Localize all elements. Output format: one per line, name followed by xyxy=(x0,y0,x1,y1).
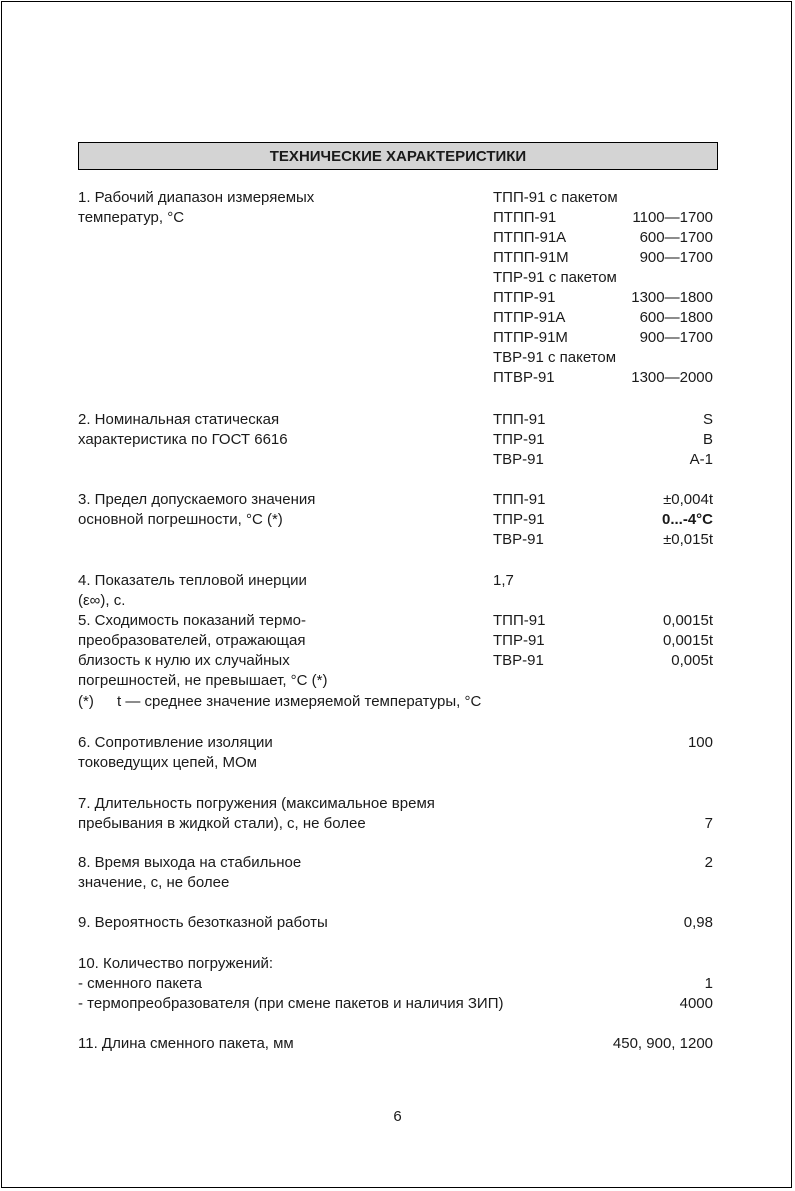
item2-row-name: ТПП-91 xyxy=(493,411,546,428)
item1-row-value: 1300—1800 xyxy=(631,289,713,306)
item6-value: 100 xyxy=(687,734,713,751)
item9-label: 9. Вероятность безотказной работы xyxy=(78,914,328,931)
item5-row-value: 0,0015t xyxy=(662,612,713,629)
item2-row-name: ТПР-91 xyxy=(493,431,545,448)
item2-row-name: ТВР-91 xyxy=(493,451,544,468)
item5-row-name: ТПП-91 xyxy=(493,612,546,629)
item10-value-sensor: 4000 xyxy=(679,995,713,1012)
item5-row-name: ТВР-91 xyxy=(493,652,544,669)
item3-row-name: ТПР-91 xyxy=(493,511,545,528)
item1-row-name: ТПП-91 с пакетом xyxy=(493,189,618,206)
item4-value: 1,7 xyxy=(493,572,514,589)
item4-label-line1: 4. Показатель тепловой инерции xyxy=(78,572,307,589)
item3-row-value: ±0,015t xyxy=(663,531,713,548)
item2-row-value: S xyxy=(702,411,713,428)
item5-label-line3: близость к нулю их случайных xyxy=(78,652,290,669)
item1-row-name: ПТПП-91М xyxy=(493,249,569,266)
item5-label-line1: 5. Сходимость показаний термо- xyxy=(78,612,306,629)
item1-row-value: 1100—1700 xyxy=(632,209,713,226)
item4-label-line2: (ε∞), с. xyxy=(78,592,126,609)
item1-row-name: ПТПП-91 xyxy=(493,209,557,226)
item8-value: 2 xyxy=(704,854,713,871)
item11-value: 450, 900, 1200 xyxy=(612,1035,713,1052)
item1-row-name: ПТПР-91 xyxy=(493,289,556,306)
item8-label-line2: значение, с, не более xyxy=(78,874,230,891)
item5-row-value: 0,005t xyxy=(671,652,713,669)
item2-row-value: А-1 xyxy=(689,451,713,468)
item9-value: 0,98 xyxy=(683,914,713,931)
item7-label-line1: 7. Длительность погружения (максимальное время xyxy=(78,795,435,812)
item6-label-line1: 6. Сопротивление изоляции xyxy=(78,734,273,751)
footnote-mark: (*) xyxy=(78,693,94,710)
item1-label-line1: 1. Рабочий диапазон измеряемых xyxy=(78,189,315,206)
item1-row-name: ПТПП-91А xyxy=(493,229,567,246)
item2-label-line2: характеристика по ГОСТ 6616 xyxy=(78,431,288,448)
item2-label-line1: 2. Номинальная статическая xyxy=(78,411,280,428)
item3-row-name: ТПП-91 xyxy=(493,491,546,508)
item1-row-name: ПТПР-91А xyxy=(493,309,566,326)
item5-row-name: ТПР-91 xyxy=(493,632,545,649)
section-title: ТЕХНИЧЕСКИЕ ХАРАКТЕРИСТИКИ xyxy=(78,142,718,170)
item3-row-name: ТВР-91 xyxy=(493,531,544,548)
item6-label-line2: токоведущих цепей, МОм xyxy=(78,754,257,771)
item10-value-packet: 1 xyxy=(704,975,713,992)
item1-row-value: 600—1800 xyxy=(639,309,713,326)
item3-label-line2: основной погрешности, °С (*) xyxy=(78,511,283,528)
item3-label-line1: 3. Предел допускаемого значения xyxy=(78,491,316,508)
item1-row-value: 900—1700 xyxy=(639,249,713,266)
item1-row-value: 600—1700 xyxy=(639,229,713,246)
item1-row-name: ТПР-91 с пакетом xyxy=(493,269,617,286)
item1-row-value: 900—1700 xyxy=(639,329,713,346)
item5-label-line2: преобразователей, отражающая xyxy=(78,632,306,649)
item10-label-line2: - сменного пакета xyxy=(78,975,202,992)
item5-label-line4: погрешностей, не превышает, °С (*) xyxy=(78,672,328,689)
item7-label-line2: пребывания в жидкой стали), с, не более xyxy=(78,815,366,832)
item1-row-value: 1300—2000 xyxy=(631,369,713,386)
item10-label-line3: - термопреобразователя (при смене пакетов и наличия ЗИП) xyxy=(78,995,504,1012)
item7-value: 7 xyxy=(704,815,713,832)
item5-row-value: 0,0015t xyxy=(662,632,713,649)
item3-row-value: 0...-4°С xyxy=(661,511,713,528)
page-number: 6 xyxy=(393,1108,402,1125)
footnote-text: t — среднее значение измеряемой температуры, °С xyxy=(117,693,482,710)
item1-label-line2: температур, °С xyxy=(78,209,185,226)
item8-label-line1: 8. Время выхода на стабильное xyxy=(78,854,302,871)
item3-row-value: ±0,004t xyxy=(663,491,713,508)
item2-row-value: B xyxy=(702,431,713,448)
item1-row-name: ПТВР-91 xyxy=(493,369,555,386)
item10-label-line1: 10. Количество погружений: xyxy=(78,955,274,972)
item11-label: 11. Длина сменного пакета, мм xyxy=(78,1035,294,1052)
item1-row-name: ТВР-91 с пакетом xyxy=(493,349,617,366)
item1-row-name: ПТПР-91М xyxy=(493,329,568,346)
